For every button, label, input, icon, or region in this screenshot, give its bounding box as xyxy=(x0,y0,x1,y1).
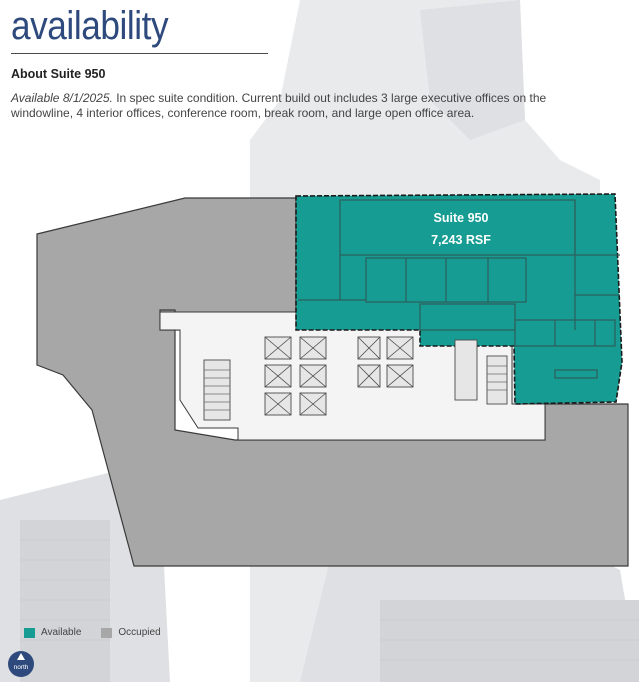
floor-plan xyxy=(0,180,639,580)
section-heading: About Suite 950 xyxy=(11,67,106,81)
description-body: In spec suite condition. Current build out includes 3 large executive offices on the windowline, 4 interior offices, conference room, break room, and large open office area. xyxy=(11,91,547,120)
legend-available xyxy=(24,627,81,638)
available-swatch xyxy=(24,628,35,638)
occupied-swatch xyxy=(101,628,112,638)
legend-occupied xyxy=(101,627,160,638)
title-divider xyxy=(11,53,268,54)
suite-area-label: 7,243 RSF xyxy=(431,233,491,247)
legend-occupied-label: Occupied xyxy=(118,627,161,638)
suite-description xyxy=(11,91,571,121)
compass-label: north xyxy=(13,664,29,671)
legend xyxy=(24,627,181,638)
north-compass-icon xyxy=(7,650,35,678)
suite-name-label: Suite 950 xyxy=(433,211,489,225)
legend-available-label: Available xyxy=(41,627,82,638)
page-title: availability xyxy=(11,4,169,48)
availability-date: Available 8/1/2025. xyxy=(11,91,113,105)
